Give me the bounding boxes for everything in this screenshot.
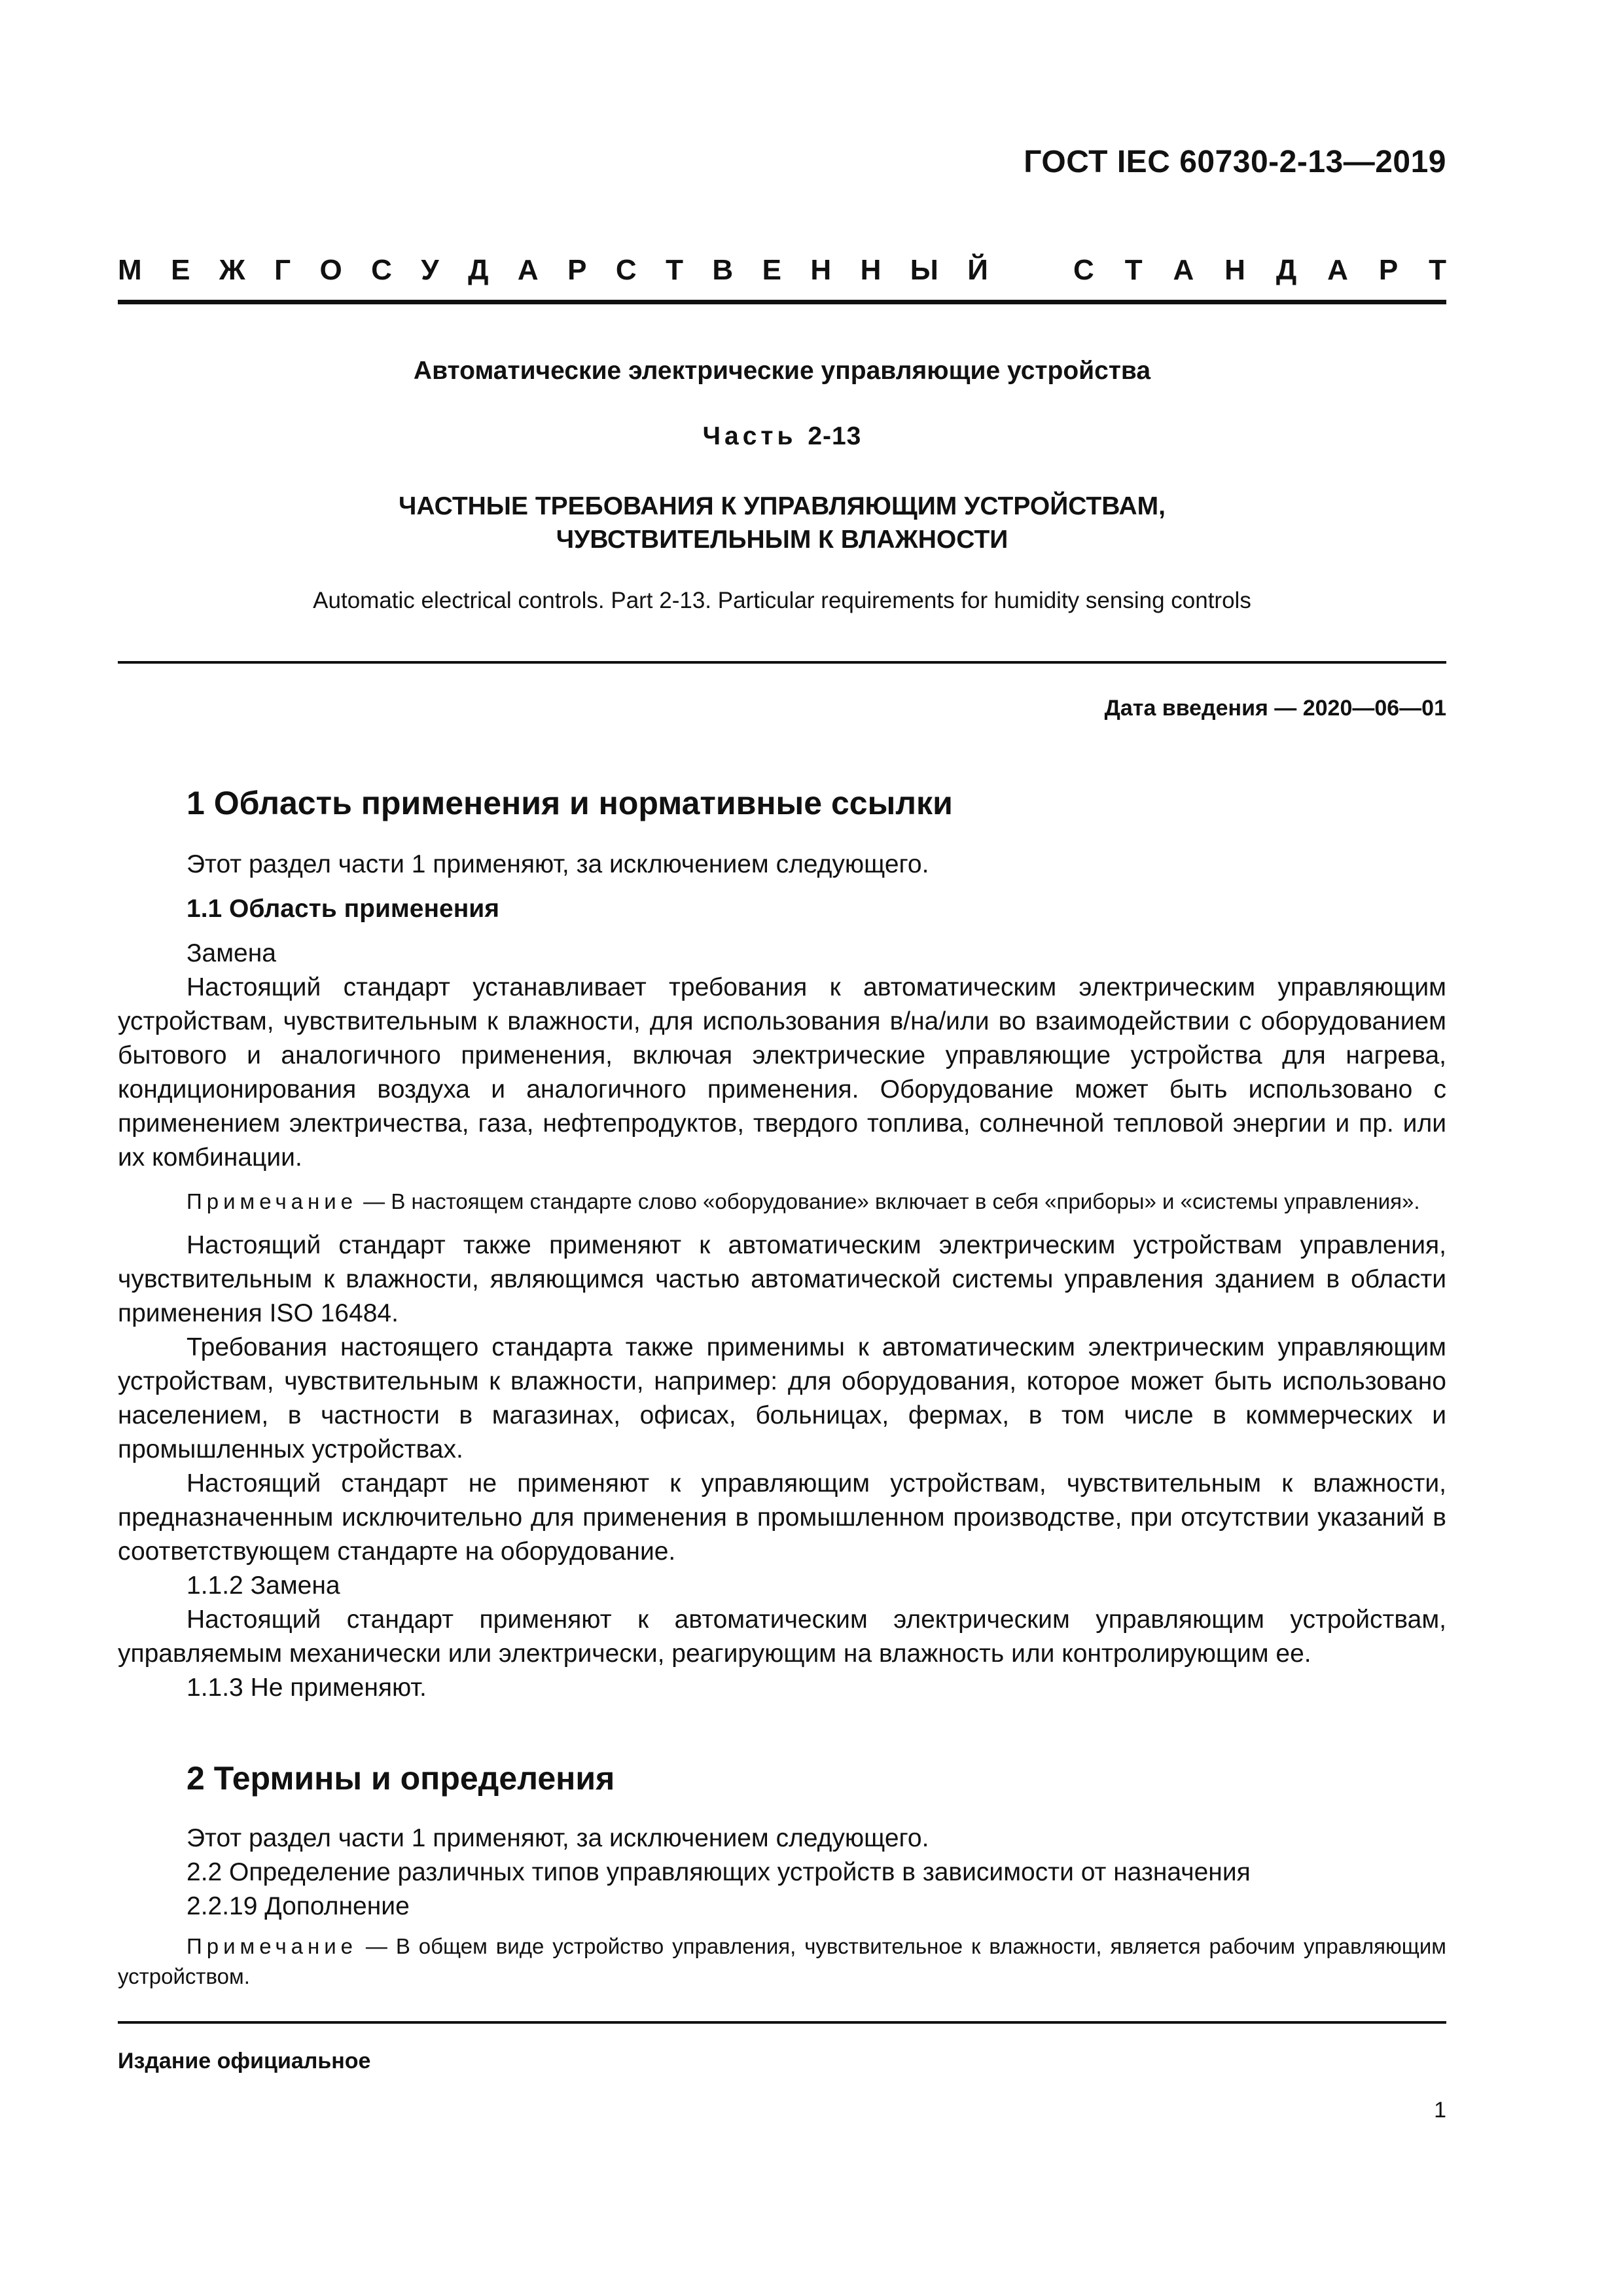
clause-1-1-3: 1.1.3 Не применяют. <box>187 1674 427 1702</box>
part-word: Часть <box>702 422 797 450</box>
note-text: — В общем виде устройство управления, чувствительное к влажности, является рабочим управляющим устройством. <box>118 1934 1446 1988</box>
banner-letter: С <box>615 254 637 286</box>
banner-letter: Р <box>1378 254 1399 286</box>
scope-paragraph-3: Требования настоящего стандарта также применимы к автоматическим электрическим управляющим устройствам, чувствительным к влажности, например: для оборудования, которое может быть использовано населением, в частности в магазинах, офисах, больницах, фермах, в том числе в коммерческих и промышленных устройствах. <box>118 1333 1446 1463</box>
banner-letter: А <box>517 254 539 286</box>
title-divider <box>118 661 1446 664</box>
interstate-standard-banner <box>118 251 1446 290</box>
page-number: 1 <box>1434 2098 1446 2123</box>
section-1-body <box>118 848 1446 1705</box>
footer-rule <box>118 2021 1446 2024</box>
banner-letter: Д <box>468 254 489 286</box>
banner-letter: А <box>1173 254 1194 286</box>
header-rule <box>118 300 1446 304</box>
section-1-intro: Этот раздел части 1 применяют, за исключением следующего. <box>187 850 929 878</box>
definitions-note <box>118 1931 1446 1992</box>
banner-word-interstate <box>118 251 988 290</box>
clause-1-1-2: 1.1.2 Замена <box>187 1571 340 1600</box>
banner-letter: Т <box>666 254 683 286</box>
banner-letter: Г <box>274 254 291 286</box>
note-label: Примечание <box>187 1934 358 1958</box>
banner-word-standard <box>1073 251 1446 290</box>
banner-letter: О <box>319 254 342 286</box>
official-edition-label: Издание официальное <box>118 2049 371 2073</box>
banner-letter: С <box>371 254 392 286</box>
banner-letter: С <box>1073 254 1094 286</box>
banner-letter: А <box>1327 254 1348 286</box>
banner-letter: Ж <box>219 254 245 286</box>
scope-paragraph-5: Настоящий стандарт применяют к автоматическим электрическим управляющим устройствам, управляемым механически или электрически, реагирующим на влажность или контролирующим ее. <box>118 1605 1446 1668</box>
section-1-heading: 1 Область применения и нормативные ссылки <box>187 785 953 821</box>
banner-letter: М <box>118 254 142 286</box>
document-subtitle-ru <box>118 490 1446 556</box>
scope-paragraph-2: Настоящий стандарт также применяют к автоматическим электрическим устройствам управления, чувствительным к влажности, являющимся частью автоматической системы управления зданием в области применения ISO 16484. <box>118 1231 1446 1327</box>
section-2-intro: Этот раздел части 1 применяют, за исключением следующего. <box>187 1824 929 1852</box>
note-label: Примечание <box>187 1189 358 1213</box>
banner-letter: Т <box>1429 254 1446 286</box>
banner-letter: В <box>712 254 734 286</box>
clause-2-2: 2.2 Определение различных типов управляющих устройств в зависимости от назначения <box>187 1858 1251 1886</box>
replace-label: Замена <box>187 939 276 967</box>
document-main-title: Автоматические электрические управляющие устройства <box>413 357 1151 385</box>
part-label <box>118 422 1446 451</box>
part-number: 2-13 <box>808 422 862 450</box>
banner-letter: Р <box>567 254 587 286</box>
banner-letter: Н <box>1224 254 1245 286</box>
subsection-1-1-heading: 1.1 Область применения <box>187 895 499 923</box>
banner-letter: Е <box>762 254 781 286</box>
introduction-date: Дата введения — 2020—06—01 <box>1104 696 1446 721</box>
subtitle-line-2: ЧУВСТВИТЕЛЬНЫМ К ВЛАЖНОСТИ <box>556 526 1008 554</box>
banner-letter: Д <box>1275 254 1297 286</box>
banner-letter: У <box>421 254 439 286</box>
document-subtitle-en: Automatic electrical controls. Part 2-13. Particular requirements for humidity sensing controls <box>313 588 1251 613</box>
subtitle-line-1: ЧАСТНЫЕ ТРЕБОВАНИЯ К УПРАВЛЯЮЩИМ УСТРОЙСТВАМ, <box>399 492 1166 520</box>
banner-letter: Е <box>171 254 190 286</box>
scope-paragraph-1: Настоящий стандарт устанавливает требования к автоматическим электрическим управляющим устройствам, чувствительным к влажности, для использования в/на/или во взаимодействии с оборудованием бытового и аналогичного применения, включая электрические управляющие устройства для нагрева, кондиционирования воздуха и аналогичного применения. Оборудование может быть использовано с применением электричества, газа, нефтепродуктов, твердого топлива, солнечной тепловой энергии и пр. или их комбинации. <box>118 973 1446 1172</box>
section-2-heading: 2 Термины и определения <box>187 1760 615 1797</box>
standard-code: ГОСТ IEC 60730-2-13—2019 <box>1024 145 1446 179</box>
clause-2-2-19: 2.2.19 Дополнение <box>187 1892 410 1920</box>
banner-letter: Ы <box>910 254 938 286</box>
banner-letter: Й <box>967 254 988 286</box>
note-text: — В настоящем стандарте слово «оборудование» включает в себя «приборы» и «системы управления». <box>357 1189 1420 1213</box>
banner-letter: Н <box>810 254 832 286</box>
scope-note <box>118 1187 1446 1217</box>
section-2-body <box>118 1821 1446 1992</box>
banner-letter: Т <box>1124 254 1143 286</box>
banner-letter: Н <box>860 254 882 286</box>
scope-paragraph-4: Настоящий стандарт не применяют к управляющим устройствам, чувствительным к влажности, предназначенным исключительно для применения в промышленном производстве, при отсутствии указаний в соответствующем стандарте на оборудование. <box>118 1469 1446 1566</box>
